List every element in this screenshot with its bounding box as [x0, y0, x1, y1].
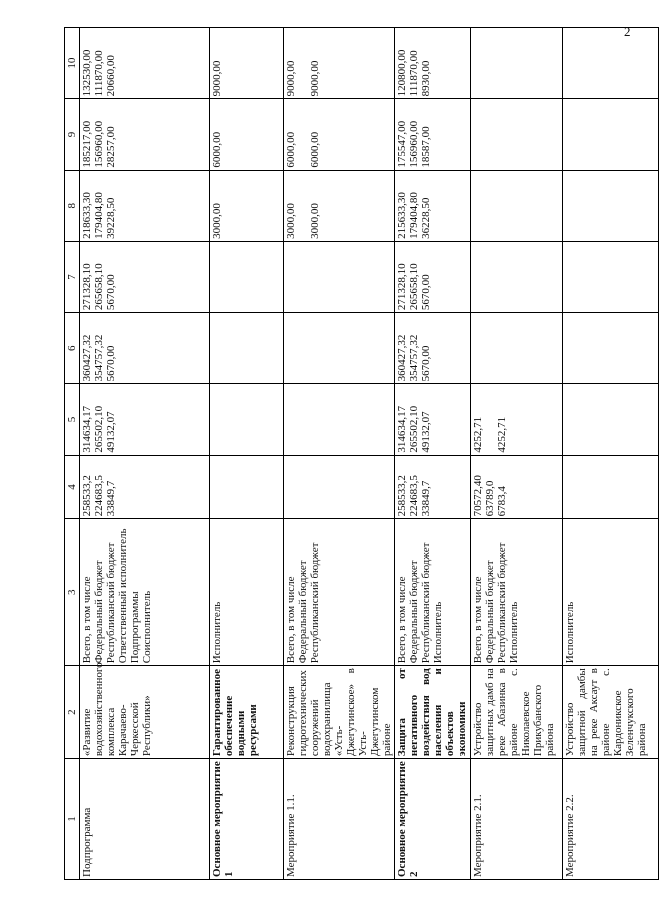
amount-cell — [471, 170, 563, 241]
amount-cell — [210, 313, 284, 384]
amount-value: 179404,80 — [408, 192, 420, 239]
amount-value: 215633,30 — [396, 192, 408, 239]
amount-value: 8930,00 — [420, 60, 432, 97]
amount-value: 271328,10 — [396, 263, 408, 311]
amount-value: 18587,00 — [420, 126, 432, 168]
amount-value: 218633,30 — [81, 192, 93, 239]
row-label: Подпрограмма — [80, 759, 210, 880]
amount-cell — [563, 99, 659, 170]
amount-value: 111870,00 — [93, 50, 105, 97]
amount-value: 360427,32 — [81, 334, 93, 382]
amount-value: 20660,00 — [105, 55, 117, 97]
row-label: Основное мероприятие 2 — [395, 759, 471, 880]
amount-cell — [284, 241, 395, 312]
amount-value — [297, 101, 309, 167]
row-name: Устройство защитных дамб на реке Абазинка в районе с. Николаевское Прикубанского района — [471, 666, 563, 759]
amount-value: 132530,00 — [81, 49, 93, 97]
amount-value: 224683,5 — [408, 475, 420, 517]
row-label: Мероприятие 2.2. — [563, 759, 659, 880]
amount-cell — [563, 384, 659, 455]
amount-cell — [80, 384, 210, 455]
amount-value: 33849,7 — [105, 480, 117, 517]
amount-value: 6000,00 — [285, 131, 297, 168]
amount-value — [297, 30, 309, 96]
amount-value: 3000,00 — [211, 203, 223, 239]
table-row — [210, 28, 284, 880]
amount-value: 4252,71 — [472, 416, 484, 453]
amount-value: 9000,00 — [211, 60, 223, 97]
amount-value: 3000,00 — [285, 203, 297, 239]
amount-cell — [471, 28, 563, 99]
amount-value: 354757,32 — [93, 334, 105, 382]
amount-value: 265502,10 — [408, 405, 420, 453]
funding-source-item: Исполнитель — [211, 601, 223, 664]
amount-value: 9000,00 — [285, 60, 297, 97]
amount-cell — [395, 28, 471, 99]
amount-value: 120800,00 — [396, 49, 408, 97]
funding-source-item: Исполнитель — [564, 601, 576, 664]
amount-cell — [563, 455, 659, 519]
amount-cell — [284, 170, 395, 241]
amount-cell — [471, 384, 563, 455]
amount-cell — [284, 384, 395, 455]
amount-cell — [80, 313, 210, 384]
amount-value: 314634,17 — [81, 405, 93, 453]
amount-cell — [80, 99, 210, 170]
column-number: 5 — [65, 384, 80, 455]
amount-cell — [471, 99, 563, 170]
amount-value: 354757,32 — [408, 334, 420, 382]
column-number: 9 — [65, 99, 80, 170]
funding-source — [563, 519, 659, 666]
amount-cell — [210, 99, 284, 170]
amount-value: 9000,00 — [309, 60, 321, 97]
amount-value — [484, 386, 496, 452]
table-row — [471, 28, 563, 880]
amount-value: 258533,2 — [81, 475, 93, 517]
row-name: Защита от негативного воздействия вод населения и объектов экономики — [395, 666, 471, 759]
amount-value: 70572,40 — [472, 475, 484, 517]
amount-value: 49132,07 — [420, 411, 432, 453]
amount-value: 49132,07 — [105, 411, 117, 453]
amount-value: 185217,00 — [81, 120, 93, 168]
column-number: 7 — [65, 241, 80, 312]
amount-cell — [210, 455, 284, 519]
funding-source — [210, 519, 284, 666]
amount-value: 265658,10 — [93, 263, 105, 311]
funding-source — [284, 519, 395, 666]
funding-source-item: Федеральный бюджет — [93, 560, 105, 664]
table-row — [395, 28, 471, 880]
amount-cell — [395, 384, 471, 455]
table-row — [284, 28, 395, 880]
amount-value: 156960,00 — [408, 120, 420, 168]
amount-cell — [563, 313, 659, 384]
amount-value: 6000,00 — [211, 131, 223, 168]
amount-cell — [563, 28, 659, 99]
column-number-row — [65, 28, 80, 880]
funding-source-item: Исполнитель — [432, 601, 444, 664]
amount-value: 28257,00 — [105, 126, 117, 168]
amount-value: 5670,00 — [420, 274, 432, 311]
funding-source-item: Федеральный бюджет — [484, 560, 496, 664]
row-name: Реконструкция гидротехнических сооружений водохранилища «Усть-Джегутинское» в Усть-Джегутинском районе — [284, 666, 395, 759]
funding-source-item: Республиканский бюджет — [105, 542, 117, 664]
amount-cell — [210, 241, 284, 312]
amount-value: 111870,00 — [408, 50, 420, 97]
amount-value: 33849,7 — [420, 480, 432, 517]
funding-source-item: Республиканский бюджет — [496, 542, 508, 664]
funding-source — [395, 519, 471, 666]
column-number: 2 — [65, 666, 80, 759]
amount-cell — [471, 455, 563, 519]
page-number: 2 — [624, 24, 631, 39]
amount-value: 63789,0 — [484, 480, 496, 517]
amount-value: 265502,10 — [93, 405, 105, 453]
amount-value: 271328,10 — [81, 263, 93, 311]
row-label: Основное мероприятие 1 — [210, 759, 284, 880]
row-name: «Развитие водохозяйственного комплекса Карачаево-Черкесской Республики» — [80, 666, 210, 759]
funding-source-item: Федеральный бюджет — [297, 560, 309, 664]
amount-cell — [284, 28, 395, 99]
column-number: 6 — [65, 313, 80, 384]
row-label: Мероприятие 1.1. — [284, 759, 395, 880]
amount-cell — [395, 170, 471, 241]
funding-source — [471, 519, 563, 666]
amount-cell — [80, 170, 210, 241]
amount-cell — [210, 28, 284, 99]
funding-source-item: Федеральный бюджет — [408, 560, 420, 664]
amount-cell — [284, 455, 395, 519]
column-number: 3 — [65, 519, 80, 666]
amount-value: 5670,00 — [105, 274, 117, 311]
amount-value: 156960,00 — [93, 120, 105, 168]
amount-cell — [471, 313, 563, 384]
row-name: Гарантированное обеспечение водными ресурсами — [210, 666, 284, 759]
amount-cell — [395, 241, 471, 312]
funding-source-item: Исполнитель — [508, 601, 520, 664]
amount-cell — [284, 99, 395, 170]
column-number: 4 — [65, 455, 80, 519]
amount-cell — [563, 170, 659, 241]
amount-cell — [471, 241, 563, 312]
amount-cell — [210, 170, 284, 241]
amount-value: 258533,2 — [396, 475, 408, 517]
amount-value: 36228,50 — [420, 197, 432, 239]
row-label: Мероприятие 2.1. — [471, 759, 563, 880]
amount-cell — [210, 384, 284, 455]
budget-table — [64, 27, 659, 880]
amount-value: 224683,5 — [93, 475, 105, 517]
column-number: 1 — [65, 759, 80, 880]
funding-source — [80, 519, 210, 666]
amount-value: 6000,00 — [309, 131, 321, 168]
amount-cell — [80, 455, 210, 519]
column-number: 10 — [65, 28, 80, 99]
table-row — [563, 28, 659, 880]
column-number: 8 — [65, 170, 80, 241]
amount-cell — [80, 28, 210, 99]
amount-cell — [395, 313, 471, 384]
amount-value: 314634,17 — [396, 405, 408, 453]
amount-cell — [395, 455, 471, 519]
amount-value: 4252,71 — [496, 416, 508, 453]
funding-source-item: Соисполнитель — [141, 590, 153, 664]
amount-cell — [80, 241, 210, 312]
funding-source-item: Всего, в том числе — [81, 576, 93, 664]
funding-source-item: Ответственный исполнитель Подпрограммы — [117, 528, 141, 664]
funding-source-item: Всего, в том числе — [285, 576, 297, 664]
amount-value: 360427,32 — [396, 334, 408, 382]
amount-value: 6783,4 — [496, 486, 508, 517]
amount-cell — [284, 313, 395, 384]
amount-cell — [563, 241, 659, 312]
table-row — [80, 28, 210, 880]
amount-value: 3000,00 — [309, 203, 321, 239]
amount-value: 265658,10 — [408, 263, 420, 311]
amount-value: 175547,00 — [396, 120, 408, 168]
amount-cell — [395, 99, 471, 170]
amount-value: 179404,80 — [93, 192, 105, 239]
funding-source-item: Республиканский бюджет — [420, 542, 432, 664]
funding-source-item: Всего, в том числе — [472, 576, 484, 664]
funding-source-item: Республиканский бюджет — [309, 542, 321, 664]
funding-source-item: Всего, в том числе — [396, 576, 408, 664]
row-name: Устройство защитной дамбы на реке Аксаут в районе с. Кардоникское Зеленчукского района — [563, 666, 659, 759]
amount-value: 5670,00 — [105, 345, 117, 382]
amount-value: 5670,00 — [420, 345, 432, 382]
amount-value — [297, 173, 309, 239]
amount-value: 39228,50 — [105, 197, 117, 239]
